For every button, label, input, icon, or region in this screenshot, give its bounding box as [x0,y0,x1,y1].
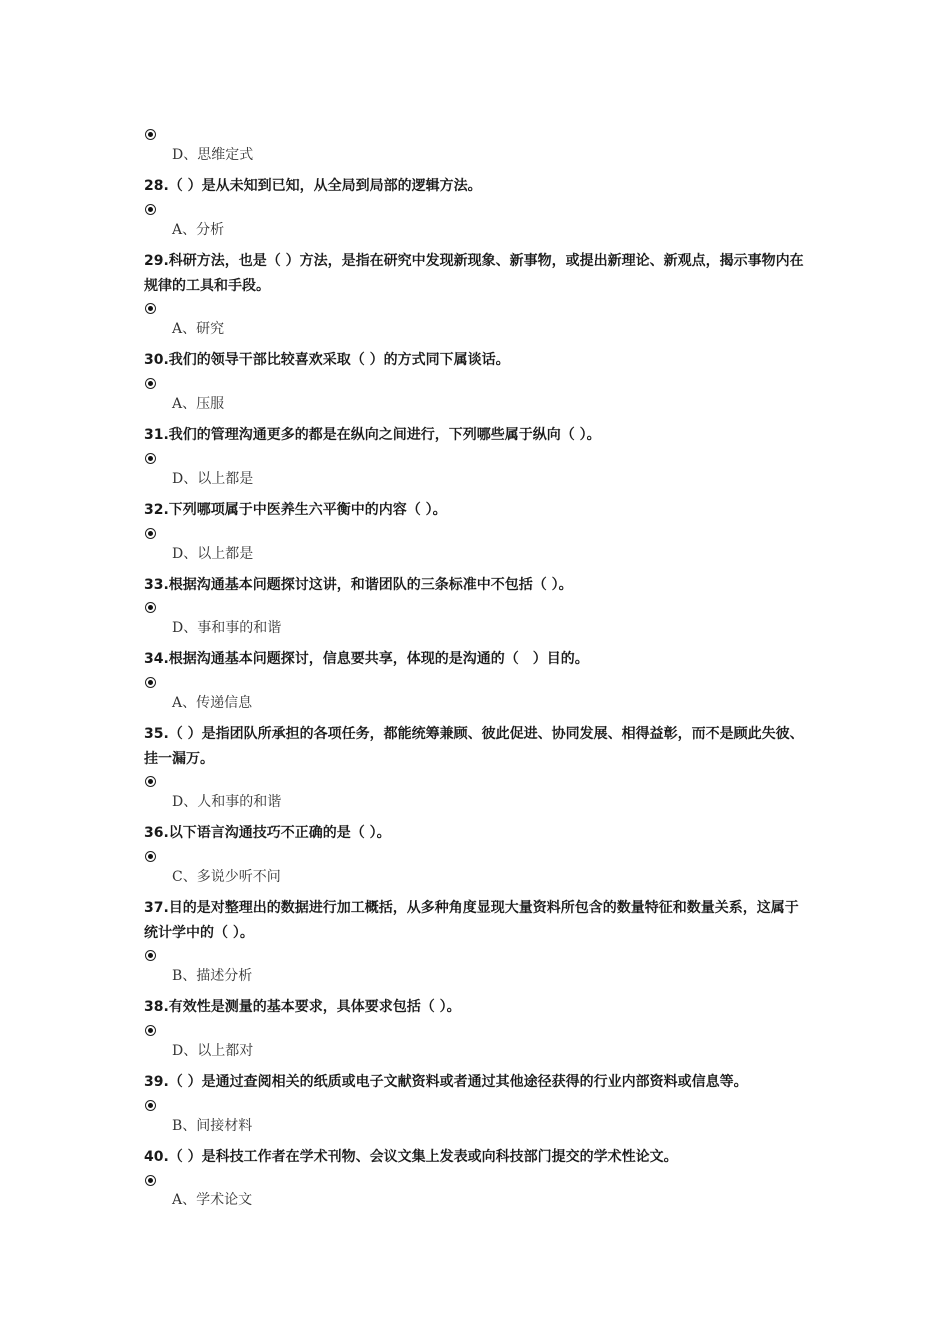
selected-answer: C、多说少听不问 [172,869,281,885]
question-text: 31.我们的管理沟通更多的都是在纵向之间进行，下列哪些属于纵向（ ）。 [144,427,601,443]
question-text: 36.以下语言沟通技巧不正确的是（ ）。 [144,825,391,841]
selected-answer: D、人和事的和谐 [172,794,282,810]
question-text: 40.（ ）是科技工作者在学术刊物、会议文集上发表或向科技部门提交的学术性论文。 [144,1149,678,1165]
selected-answer: A、压服 [172,396,225,412]
radio-selected[interactable] [145,378,156,389]
question-text: 34.根据沟通基本问题探讨，信息要共享，体现的是沟通的（ ）目的。 [144,651,589,667]
question-text: 35.（ ）是指团队所承担的各项任务，都能统筹兼顾、彼此促进、协同发展、相得益彰，而不是顾此失彼、挂一漏万。 [144,726,804,767]
question-text: 32.下列哪项属于中医养生六平衡中的内容（ ）。 [144,502,447,518]
selected-answer: D、以上都是 [172,546,254,562]
radio-selected[interactable] [145,851,156,862]
question-text: 30.我们的领导干部比较喜欢采取（ ）的方式同下属谈话。 [144,352,510,368]
radio-selected[interactable] [145,950,156,961]
selected-answer: B、描述分析 [172,968,253,984]
question-text: 38.有效性是测量的基本要求，具体要求包括（ ）。 [144,999,461,1015]
radio-selected[interactable] [145,677,156,688]
radio-selected[interactable] [145,528,156,539]
radio-selected[interactable] [145,1175,156,1186]
selected-answer: D、事和事的和谐 [172,620,282,636]
question-text: 28.（ ）是从未知到已知，从全局到局部的逻辑方法。 [144,178,482,194]
radio-selected[interactable] [145,776,156,787]
radio-selected[interactable] [145,303,156,314]
selected-answer: B、间接材料 [172,1118,253,1134]
selected-answer: A、学术论文 [172,1192,253,1208]
question-text: 39.（ ）是通过查阅相关的纸质或电子文献资料或者通过其他途径获得的行业内部资料或信息等。 [144,1074,748,1090]
radio-selected[interactable] [145,1025,156,1036]
radio-selected[interactable] [145,453,156,464]
question-text: 29.科研方法，也是（ ）方法，是指在研究中发现新现象、新事物，或提出新理论、新观点，揭示事物内在规律的工具和手段。 [144,253,804,294]
selected-answer: A、研究 [172,321,225,337]
radio-selected[interactable] [145,1100,156,1111]
question-text: 33.根据沟通基本问题探讨这讲，和谐团队的三条标准中不包括（ ）。 [144,577,573,593]
question-text: 37.目的是对整理出的数据进行加工概括，从多种角度显现大量资料所包含的数量特征和数量关系，这属于统计学中的（ ）。 [144,900,799,941]
selected-answer: D、以上都对 [172,1043,254,1059]
selected-answer: A、传递信息 [172,695,253,711]
selected-answer: D、思维定式 [172,147,254,163]
selected-answer: A、分析 [172,222,225,238]
selected-answer: D、以上都是 [172,471,254,487]
radio-selected[interactable] [145,602,156,613]
radio-selected[interactable] [145,129,156,140]
radio-selected[interactable] [145,204,156,215]
